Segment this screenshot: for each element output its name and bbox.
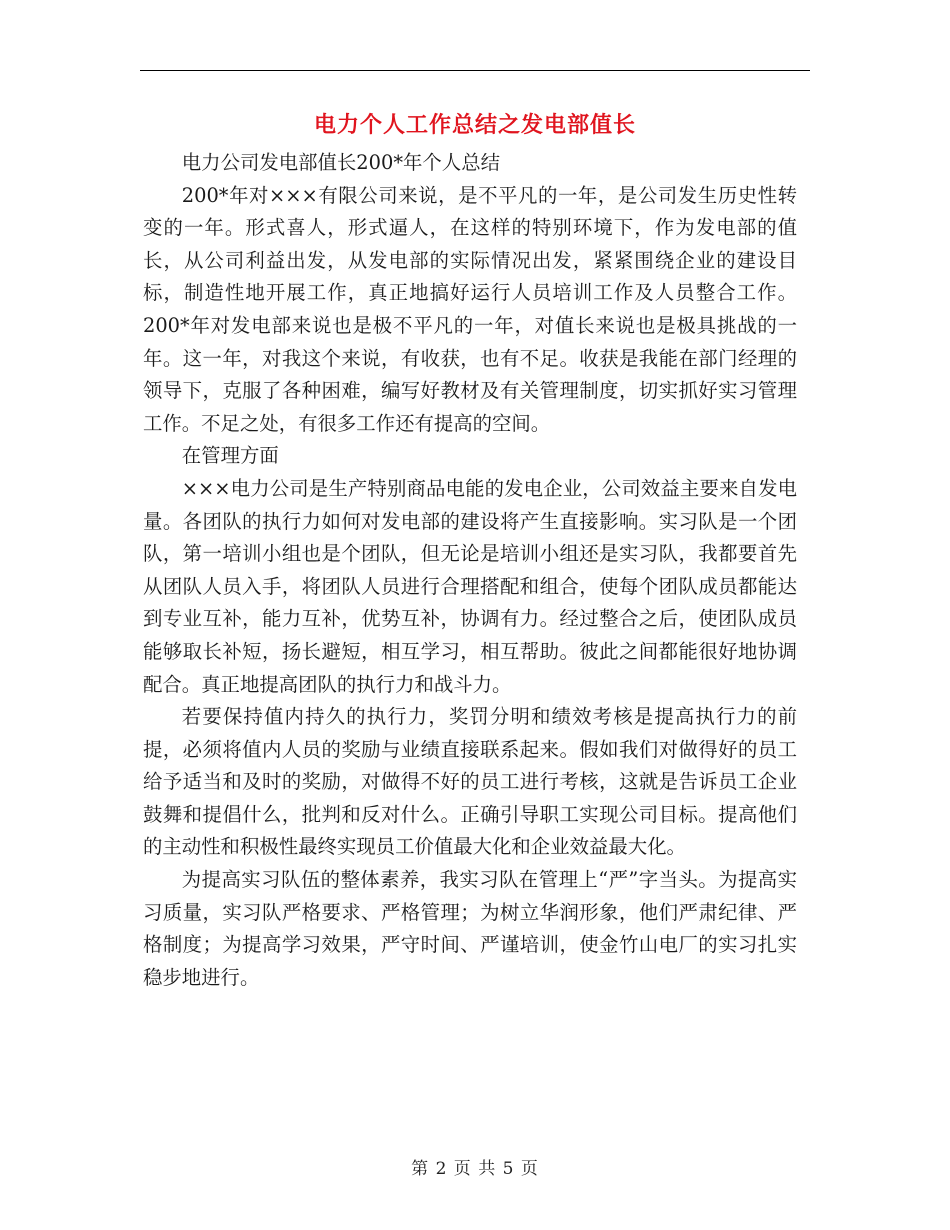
document-subtitle: 电力公司发电部值长200*年个人总结 bbox=[181, 151, 500, 174]
paragraph-quality: 为提高实习队伍的整体素养，我实习队在管理上“严”字当头。为提高实习质量，实习队严格要求、严格管理；为树立华润形象，他们严肃纪律、严格制度；为提高学习效果，严守时间、严谨培训，使金竹山电厂的实习扎实稳步地进行。 bbox=[143, 868, 797, 989]
paragraph-performance: 若要保持值内持久的执行力，奖罚分明和绩效考核是提高执行力的前提，必须将值内人员的奖励与业绩直接联系起来。假如我们对做得好的员工给予适当和及时的奖励，对做得不好的员工进行考核，这就是告诉员工企业鼓舞和提倡什么，批判和反对什么。正确引导职工实现公司目标。提高他们的主动性和积极性最终实现员工价值最大化和企业效益最大化。 bbox=[143, 705, 797, 859]
document-body bbox=[143, 147, 797, 994]
header-rule bbox=[140, 70, 810, 71]
paragraph-team: ×××电力公司是生产特别商品电能的发电企业，公司效益主要来自发电量。各团队的执行力如何对发电部的建设将产生直接影响。实习队是一个团队，第一培训小组也是个团队，但无论是培训小组还是实习队，我都要首先从团队人员入手，将团队人员进行合理搭配和组合，使每个团队成员都能达到专业互补，能力互补，优势互补，协调有力。经过整合之后，使团队成员能够取长补短，扬长避短，相互学习，相互帮助。彼此之间都能很好地协调配合。真正地提高团队的执行力和战斗力。 bbox=[143, 476, 797, 696]
document-title: 电力个人工作总结之发电部值长 bbox=[313, 113, 636, 138]
paragraph-intro: 200*年对×××有限公司来说，是不平凡的一年，是公司发生历史性转变的一年。形式喜人，形式逼人，在这样的特别环境下，作为发电部的值长，从公司利益出发，从发电部的实际情况出发，紧紧围绕企业的建设目标，制造性地开展工作，真正地搞好运行人员培训工作及人员整合工作。200*年对发电部来说也是极不平凡的一年，对值长来说也是极具挑战的一年。这一年，对我这个来说，有收获，也有不足。收获是我能在部门经理的领导下，克服了各种困难，编写好教材及有关管理制度，切实抓好实习管理工作。不足之处，有很多工作还有提高的空间。 bbox=[143, 183, 797, 435]
page-number: 第 2 页 共 5 页 bbox=[411, 1159, 539, 1179]
section-heading-management: 在管理方面 bbox=[181, 444, 279, 468]
